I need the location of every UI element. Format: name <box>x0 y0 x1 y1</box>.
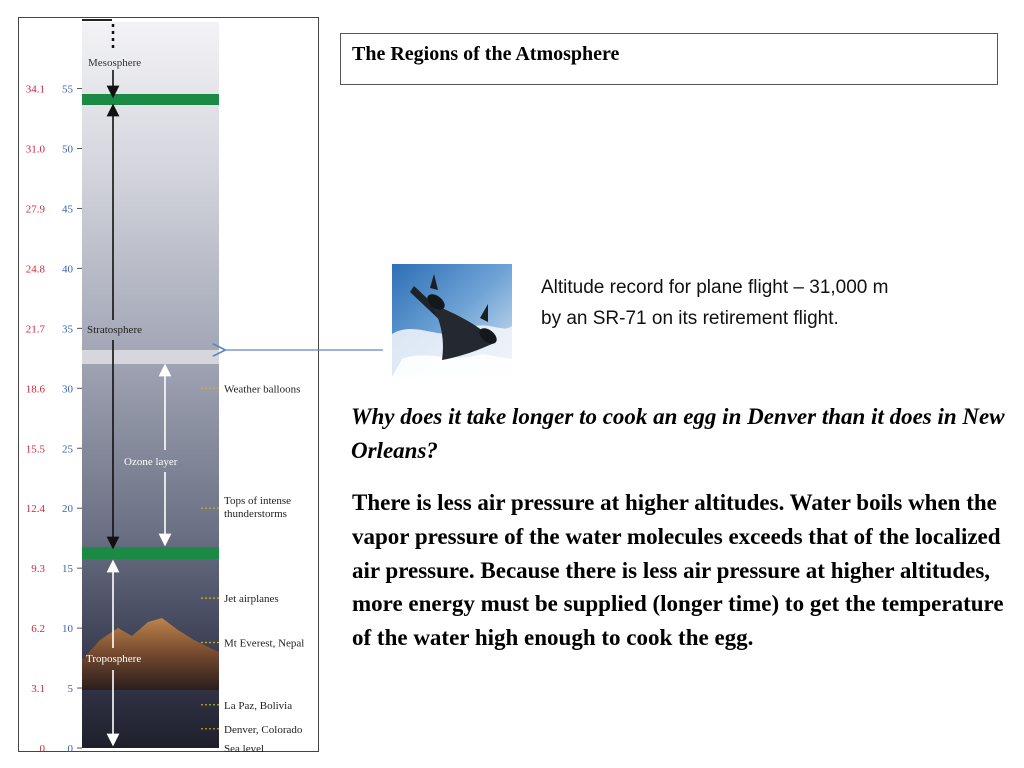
km-axis <box>62 84 74 755</box>
plane-caption: Altitude record for plane flight – 31,000 m by an SR-71 on its retirement flight. <box>541 277 889 329</box>
marker-label: Sea level <box>224 743 265 755</box>
egg-answer: There is less air pressure at higher altitudes. Water boils when the vapor pressure of the water molecules exceeds that of the localized air pressure. Because there is less air pressure at higher altitudes, more energy must be supplied (longer time) to get the temperature of the water high enough to cook the egg. <box>352 490 1004 651</box>
mesosphere-label: Mesosphere <box>88 57 142 69</box>
tropopause-band <box>82 547 219 559</box>
mi-tick-label: 3.1 <box>31 683 45 696</box>
mi-tick-label: 0 <box>39 743 45 755</box>
km-tick-label: 35 <box>62 323 73 336</box>
km-tick-label: 5 <box>67 683 73 696</box>
km-tick-label: 55 <box>62 83 73 96</box>
mi-tick-label: 18.6 <box>25 383 45 396</box>
axis-tick-marks <box>77 89 82 748</box>
sr71-image <box>392 264 512 377</box>
stratosphere-label: Stratosphere <box>87 324 142 336</box>
mi-tick-label: 12.4 <box>25 503 45 516</box>
marker-label: Tops of intense thunderstorms <box>224 495 292 521</box>
km-tick-label: 10 <box>62 623 73 636</box>
mi-tick-label: 15.5 <box>25 443 45 456</box>
km-tick-label: 50 <box>62 143 73 156</box>
mi-tick-label: 6.2 <box>31 623 45 636</box>
mi-tick-label: 21.7 <box>25 323 45 336</box>
sr71-photo <box>392 264 512 377</box>
altitude-record-band <box>82 350 219 364</box>
km-tick-label: 40 <box>62 263 73 276</box>
marker-label: Denver, Colorado <box>224 723 303 736</box>
km-tick-label: 25 <box>62 443 73 456</box>
mi-tick-label: 24.8 <box>25 263 45 276</box>
ozone-layer-label: Ozone layer <box>124 456 178 468</box>
km-tick-label: 20 <box>62 503 73 516</box>
marker-label: Jet airplanes <box>224 593 279 606</box>
mi-tick-label: 9.3 <box>31 563 45 576</box>
stratopause-band <box>82 94 219 105</box>
marker-label: Weather balloons <box>224 383 301 396</box>
mi-tick-label: 34.1 <box>25 83 45 96</box>
km-tick-label: 15 <box>62 563 73 576</box>
km-tick-label: 0 <box>67 743 73 755</box>
slide-title: The Regions of the Atmosphere <box>340 33 998 85</box>
miles-axis <box>26 84 46 755</box>
egg-question: Why does it take longer to cook an egg in Denver than it does in New Orleans? <box>351 404 1005 463</box>
marker-label: La Paz, Bolivia <box>224 699 293 712</box>
km-tick-label: 30 <box>62 383 73 396</box>
mi-tick-label: 27.9 <box>25 203 45 216</box>
km-tick-label: 45 <box>62 203 73 216</box>
mi-tick-label: 31.0 <box>25 143 45 156</box>
troposphere-label: Troposphere <box>86 653 142 665</box>
marker-label: Mt Everest, Nepal <box>224 637 305 650</box>
